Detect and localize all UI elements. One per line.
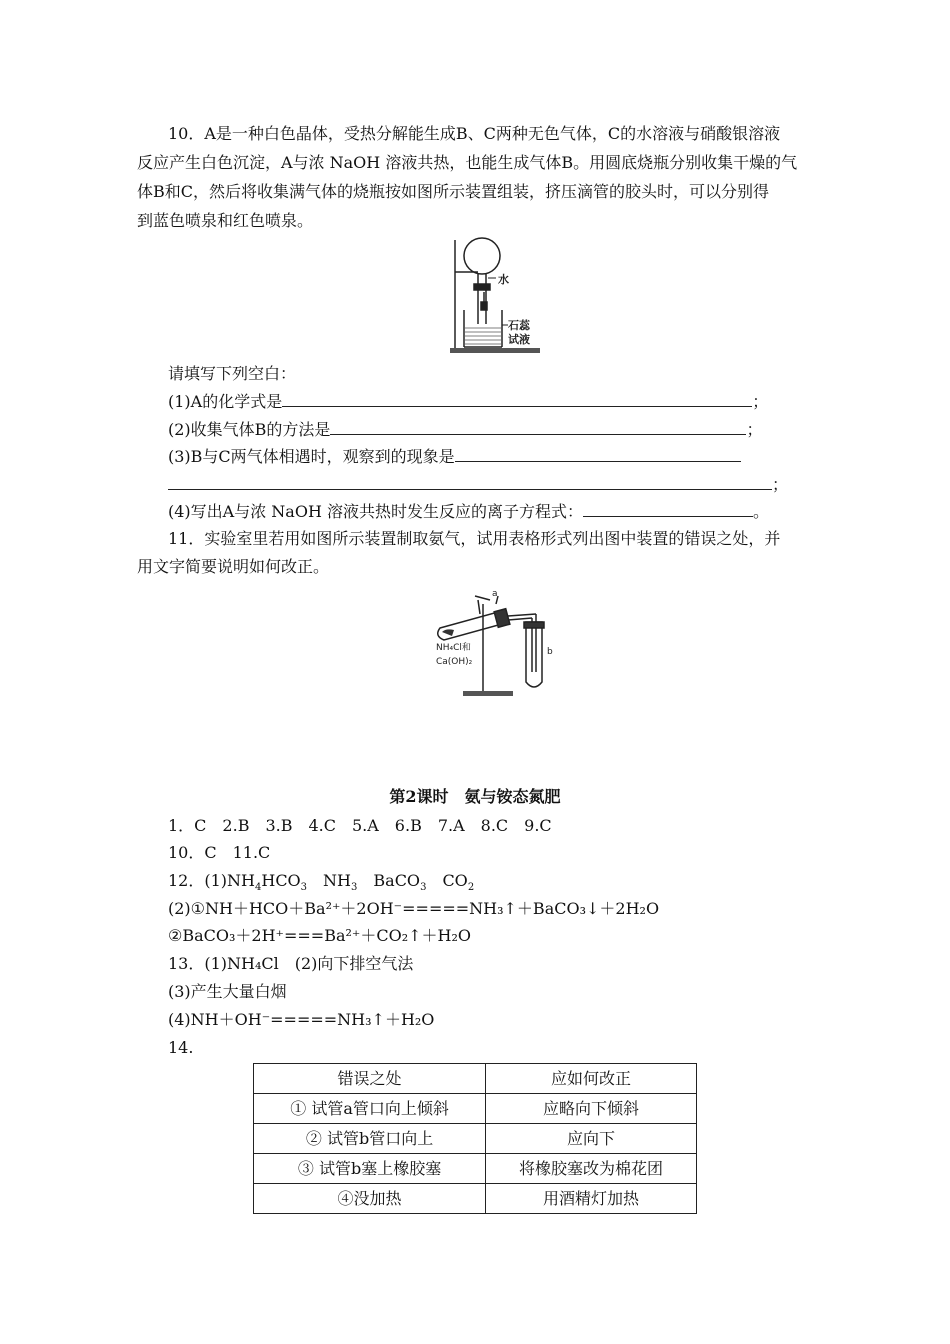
q10-prompt: 请填写下列空白： <box>168 364 297 383</box>
table-row <box>254 1124 697 1154</box>
answer-12-part: BaCO <box>357 871 421 890</box>
litmus-label-2: 试液 <box>508 333 530 346</box>
q10-line-4: 到蓝色喷泉和红色喷泉。 <box>137 211 314 230</box>
table-row <box>254 1184 697 1214</box>
q10-sub-4-end: 。 <box>753 502 770 521</box>
answer-12-part: 12．(1)NH <box>168 871 255 890</box>
water-label: 水 <box>498 273 509 286</box>
q10-sub-1 <box>168 391 768 412</box>
q10-line-1: 10．A是一种白色晶体，受热分解能生成B、C两种无色气体，C的水溶液与硝酸银溶液 <box>168 124 781 143</box>
label-a: a <box>492 589 498 599</box>
answer-blank-3a[interactable] <box>455 446 741 462</box>
q11-line-1: 11．实验室里若用如图所示装置制取氨气，试用表格形式列出图中装置的错误之处，并 <box>168 529 781 548</box>
answer-line-2: 10．C 11.C <box>168 843 271 862</box>
table-cell: 应略向下倾斜 <box>486 1094 697 1124</box>
answer-12-part: CO <box>426 871 468 890</box>
answer-blank-3b[interactable] <box>168 474 772 490</box>
table-cell: 用酒精灯加热 <box>486 1184 697 1214</box>
reagent-label-1: NH₄Cl和 <box>436 643 471 653</box>
q10-sub-3-cont <box>168 474 788 495</box>
label-b: b <box>547 647 553 657</box>
table-header: 应如何改正 <box>486 1064 697 1094</box>
answer-line-8: (4)NH＋OH⁻=====NH₃↑＋H₂O <box>168 1010 435 1029</box>
q10-sub-3-end: ； <box>772 475 789 494</box>
q10-sub-2 <box>168 419 762 440</box>
answer-blank-2[interactable] <box>330 419 746 435</box>
q10-sub-2-end: ； <box>746 420 763 439</box>
answer-blank-1[interactable] <box>282 391 752 407</box>
table-cell: 应向下 <box>486 1124 697 1154</box>
corrections-table <box>253 1063 697 1214</box>
table-header: 错误之处 <box>254 1064 486 1094</box>
table-cell: ④没加热 <box>254 1184 486 1214</box>
q10-sub-2-label: (2)收集气体B的方法是 <box>168 420 331 439</box>
q10-sub-4 <box>168 501 769 522</box>
q10-line-2: 反应产生白色沉淀，A与浓 NaOH 溶液共热，也能生成气体B。用圆底烧瓶分别收集干燥的气 <box>137 153 798 172</box>
answer-line-5: ②BaCO₃＋2H⁺===Ba²⁺＋CO₂↑＋H₂O <box>168 926 472 945</box>
table-cell: ① 试管a管口向上倾斜 <box>254 1094 486 1124</box>
reagent-label-2: Ca(OH)₂ <box>436 657 473 667</box>
answer-line-6: 13．(1)NH₄Cl (2)向下排空气法 <box>168 954 414 973</box>
answer-12-part: HCO <box>261 871 301 890</box>
answer-line-4: (2)①NH＋HCO＋Ba²⁺＋2OH⁻=====NH₃↑＋BaCO₃↓＋2H₂O <box>168 899 660 918</box>
ammonia-apparatus-figure <box>428 584 568 702</box>
litmus-label-1: 石蕊 <box>508 319 530 332</box>
answer-blank-4[interactable] <box>583 501 753 517</box>
q11-line-2: 用文字简要说明如何改正。 <box>137 557 330 576</box>
fountain-apparatus-figure <box>440 232 550 357</box>
answers-title: 第2课时 氨与铵态氮肥 <box>389 787 561 806</box>
table-cell: ② 试管b管口向上 <box>254 1124 486 1154</box>
table-cell: ③ 试管b塞上橡胶塞 <box>254 1154 486 1184</box>
table-row <box>254 1094 697 1124</box>
table-cell: 将橡胶塞改为棉花团 <box>486 1154 697 1184</box>
q10-sub-1-label: (1)A的化学式是 <box>168 392 283 411</box>
answer-12-part: NH <box>307 871 352 890</box>
q10-sub-3 <box>168 446 741 467</box>
answer-line-7: (3)产生大量白烟 <box>168 982 287 1001</box>
q10-sub-1-end: ； <box>752 392 769 411</box>
q10-sub-4-label: (4)写出A与浓 NaOH 溶液共热时发生反应的离子方程式： <box>168 502 584 521</box>
q10-line-3: 体B和C，然后将收集满气体的烧瓶按如图所示装置组装，挤压滴管的胶头时，可以分别得 <box>137 182 770 201</box>
answer-line-3: 12．$(1)NH_4HCO_3$ $NH_3$ BaCO$_3$ $CO_2$ <box>168 871 475 894</box>
answer-line-9: 14. <box>168 1038 194 1057</box>
table-row <box>254 1154 697 1184</box>
answer-line-1: 1．C 2.B 3.B 4.C 5.A 6.B 7.A 8.C 9.C <box>168 816 552 835</box>
table-header-row <box>254 1064 697 1094</box>
q10-sub-3-label: (3)B与C两气体相遇时，观察到的现象是 <box>168 447 455 466</box>
